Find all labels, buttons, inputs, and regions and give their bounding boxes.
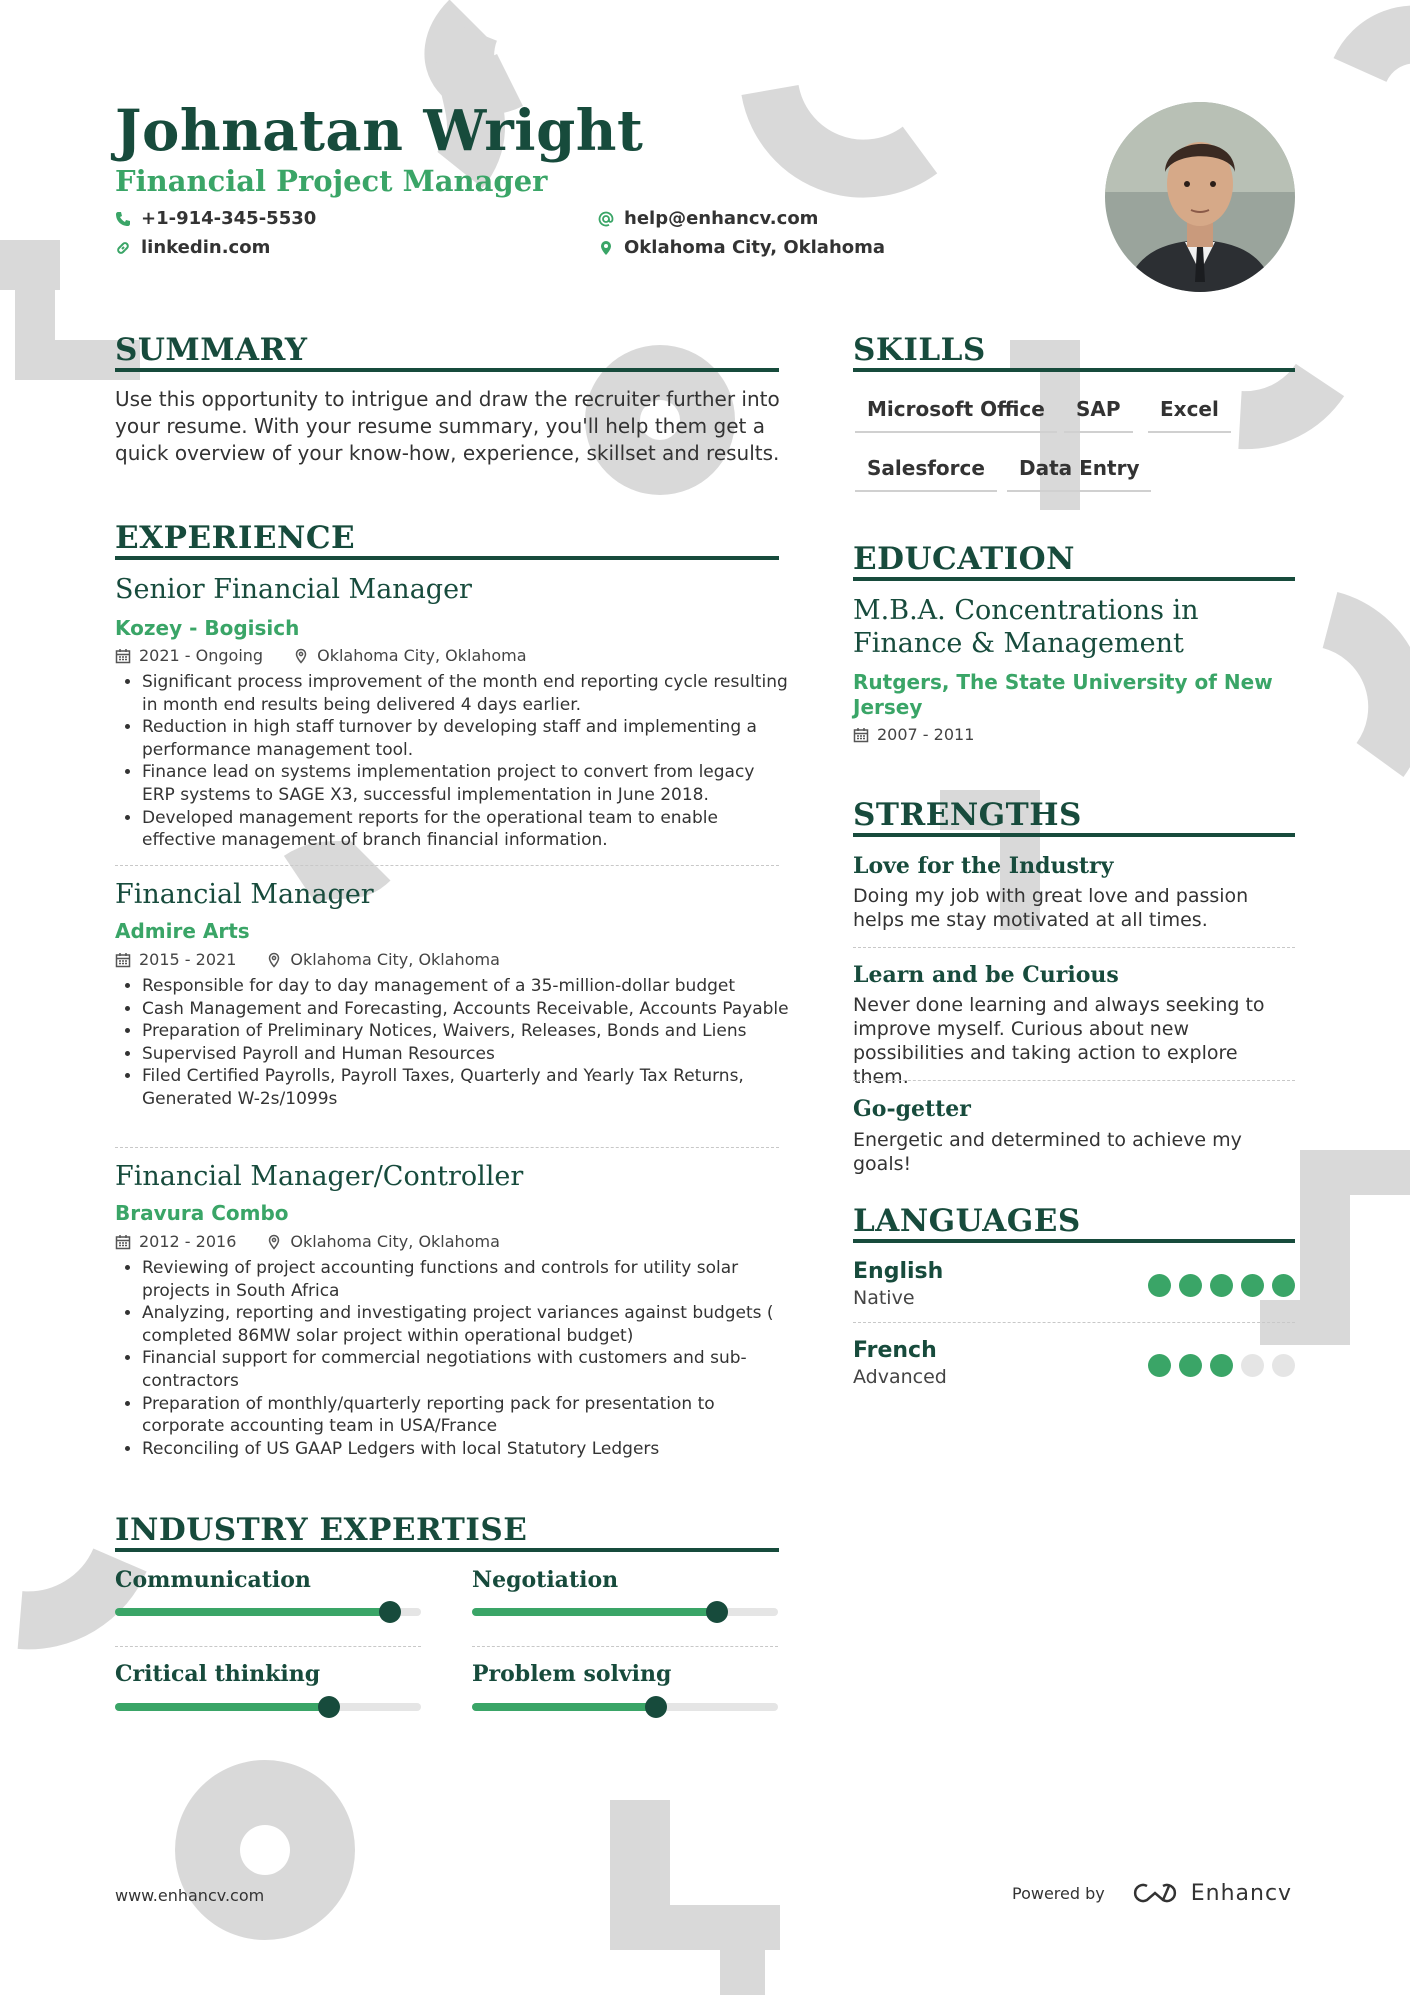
location-pin-icon [293,648,309,664]
candidate-title: Financial Project Manager [115,164,548,198]
strength-text: Energetic and determined to achieve my goals! [853,1129,1242,1175]
experience-heading: EXPERIENCE [115,520,356,556]
education-degree: M.B.A. Concentrations in Finance & Management [853,595,1199,659]
list-item: • Reconciling of US GAAP Ledgers with local Statutory Ledgers [142,1438,792,1461]
education-dates: 2007 - 2011 [877,725,975,744]
location-pin-icon [598,240,614,256]
list-item: • Filed Certified Payrolls, Payroll Taxes, Quarterly and Yearly Tax Returns, Generated W-2s/1099s [142,1065,792,1110]
expertise-bar [472,1703,778,1711]
languages-heading: LANGUAGES [853,1203,1081,1239]
profile-photo [1105,102,1295,292]
summary-text: Use this opportunity to intrigue and draw the recruiter further into your resume. With your resume summary, you'll help them get a quick overview of your know-how, experience, skillset and results. [115,387,780,465]
list-item: • Reviewing of project accounting functions and controls for utility solar projects in South Africa [142,1257,792,1302]
email-text: help@enhancv.com [624,208,819,229]
expertise-heading: INDUSTRY EXPERTISE [115,1512,528,1548]
divider [853,1322,1295,1323]
list-item: • Finance lead on systems implementation project to convert from legacy ERP systems to SAGE X3, successful implementation in June 2018. [142,761,792,806]
job-bullets [115,671,792,852]
expertise-bar [115,1703,421,1711]
skills-rule [853,368,1295,372]
avatar [1105,102,1295,292]
calendar-icon [115,952,131,968]
experience-rule [115,556,779,560]
divider [115,1147,779,1148]
job-dates: 2015 - 2021 [139,950,237,969]
job-company: Bravura Combo [115,1201,289,1225]
list-item: • Cash Management and Forecasting, Accounts Receivable, Accounts Payable [142,998,792,1021]
language-dot [1179,1274,1202,1297]
language-dot [1272,1274,1295,1297]
expertise-label: Problem solving [472,1661,672,1687]
candidate-name: Johnatan Wright [115,98,644,164]
strength-text: Doing my job with great love and passion helps me stay motivated at all times. [853,885,1249,931]
skills-heading: SKILLS [853,332,986,368]
job-title: Financial Manager [115,879,374,910]
expertise-knob [379,1601,401,1623]
job-bullets [115,1257,792,1460]
language-dot [1179,1354,1202,1377]
calendar-icon [115,1234,131,1250]
expertise-label: Communication [115,1567,311,1593]
linkedin-text: linkedin.com [141,237,271,258]
job-dates: 2021 - Ongoing [139,646,264,665]
brand-name: Enhancv [1190,1880,1293,1906]
location-contact [598,237,885,258]
phone-text: +1-914-345-5530 [141,208,317,229]
job-company: Kozey - Bogisich [115,616,300,640]
expertise-label: Critical thinking [115,1661,321,1687]
expertise-bar [472,1608,778,1616]
summary-rule [115,368,779,372]
location-pin-icon [266,1234,282,1250]
calendar-icon [853,727,869,743]
education-meta [853,725,974,744]
job-title: Senior Financial Manager [115,574,472,605]
list-item: • Developed management reports for the operational team to enable effective management of branch financial information. [142,807,792,852]
list-item: • Responsible for day to day management of a 35-million-dollar budget [142,975,792,998]
list-item: • Significant process improvement of the month end reporting cycle resulting in month end results being delivered 4 days earlier. [142,671,792,716]
skill-tag: Salesforce [855,456,997,492]
language-dot [1210,1354,1233,1377]
strength-title: Learn and be Curious [853,962,1119,988]
language-dot [1272,1354,1295,1377]
job-location: Oklahoma City, Oklahoma [290,950,500,969]
language-name: English [853,1259,944,1284]
phone-icon [115,211,131,227]
expertise-knob [706,1601,728,1623]
job-location: Oklahoma City, Oklahoma [317,646,527,665]
education-school: Rutgers, The State University of New Jersey [853,670,1273,719]
expertise-fill [472,1703,656,1711]
at-icon [598,211,614,227]
linkedin-contact[interactable] [115,237,270,258]
divider [472,1646,778,1647]
list-item: • Financial support for commercial negotiations with customers and sub-contractors [142,1347,792,1392]
language-dot [1148,1274,1171,1297]
divider [115,1646,421,1647]
expertise-knob [645,1696,667,1718]
skill-tag: Data Entry [1007,456,1151,492]
expertise-bar [115,1608,421,1616]
divider [853,1080,1295,1081]
job-bullets [115,975,792,1111]
divider [115,865,779,866]
footer-branding [1012,1880,1292,1906]
strength-text: Never done learning and always seeking to improve myself. Curious about new possibilities and taking action to explore them. [853,994,1265,1088]
language-dots [1148,1274,1295,1297]
enhancv-logo-icon [1133,1880,1179,1906]
language-level: Native [853,1287,915,1309]
list-item: • Preparation of Preliminary Notices, Waivers, Releases, Bonds and Liens [142,1020,792,1043]
expertise-rule [115,1548,779,1552]
location-pin-icon [266,952,282,968]
list-item: • Supervised Payroll and Human Resources [142,1043,792,1066]
job-meta [115,1232,500,1251]
strength-title: Go-getter [853,1096,971,1122]
skill-tag: Microsoft Office [855,397,1057,433]
link-icon [115,240,131,256]
language-dot [1241,1354,1264,1377]
footer-website[interactable]: www.enhancv.com [115,1886,265,1905]
job-title: Financial Manager/Controller [115,1161,524,1192]
phone-contact[interactable] [115,208,316,229]
language-dots [1148,1354,1295,1377]
language-dot [1148,1354,1171,1377]
language-dot [1210,1274,1233,1297]
job-meta [115,950,500,969]
calendar-icon [115,648,131,664]
job-dates: 2012 - 2016 [139,1232,237,1251]
languages-rule [853,1239,1295,1243]
expertise-fill [115,1608,390,1616]
summary-heading: SUMMARY [115,332,308,368]
skill-tag: SAP [1064,397,1133,433]
job-meta [115,646,527,665]
education-heading: EDUCATION [853,541,1075,577]
skill-tag: Excel [1148,397,1231,433]
job-company: Admire Arts [115,919,250,943]
expertise-fill [115,1703,329,1711]
language-level: Advanced [853,1366,947,1388]
list-item: • Preparation of monthly/quarterly reporting pack for presentation to corporate accounting team in USA/France [142,1393,792,1438]
language-name: French [853,1338,937,1363]
language-dot [1241,1274,1264,1297]
powered-by-text: Powered by [1012,1883,1105,1903]
list-item: • Reduction in high staff turnover by developing staff and implementing a performance management tool. [142,716,792,761]
job-location: Oklahoma City, Oklahoma [290,1232,500,1251]
expertise-label: Negotiation [472,1567,619,1593]
divider [853,947,1295,948]
expertise-fill [472,1608,717,1616]
location-text: Oklahoma City, Oklahoma [624,237,886,258]
strengths-rule [853,833,1295,837]
email-contact[interactable] [598,208,818,229]
strength-title: Love for the Industry [853,853,1114,879]
list-item: • Analyzing, reporting and investigating project variances against budgets ( completed 86MW solar project within operational budget) [142,1302,792,1347]
education-rule [853,577,1295,581]
expertise-knob [318,1696,340,1718]
strengths-heading: STRENGTHS [853,797,1082,833]
